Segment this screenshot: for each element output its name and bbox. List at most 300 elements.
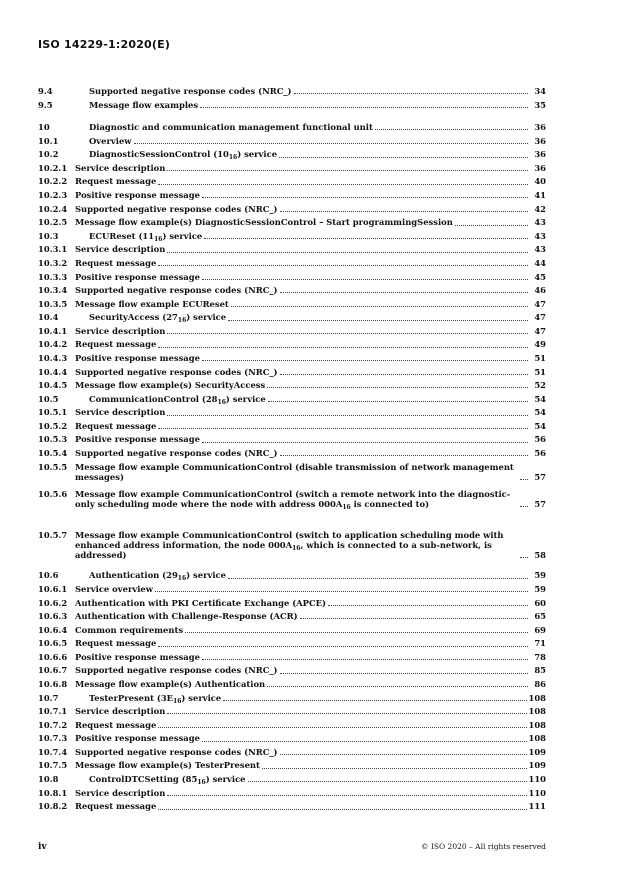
toc-entry[interactable] <box>38 379 546 393</box>
toc-entry-number: 10.4.2 <box>38 339 68 350</box>
toc-entry-subscript: 16 <box>173 697 182 703</box>
toc-entry-page: 43 <box>534 230 546 241</box>
toc-entry-title <box>75 421 157 431</box>
toc-entry-title-text: Authentication with PKI Certificate Exchange (APCE) <box>75 597 326 608</box>
toc-entry-subscript: 16 <box>177 317 187 323</box>
toc-entry[interactable] <box>38 732 546 746</box>
toc-entry-number: 10.5.5 <box>38 461 68 472</box>
toc-entry-title-text: Positive response message <box>75 271 200 282</box>
toc-entry-title <box>75 285 279 295</box>
toc-entry-number: 10.6.6 <box>38 651 68 662</box>
toc-entry-title <box>75 720 157 730</box>
toc-entry-title-text: is connected to) <box>350 499 430 510</box>
toc-dot-leader <box>228 578 528 579</box>
toc-entry-title-text: Message flow example(s) Authentication <box>75 679 266 690</box>
toc-entry-page: 36 <box>534 122 546 133</box>
toc-entry-title-text: Positive response message <box>75 733 200 744</box>
toc-entry-title <box>75 86 293 96</box>
toc-entry-page: 54 <box>534 393 546 404</box>
toc-entry-title-text: Message flow examples <box>89 99 199 110</box>
toc-entry[interactable] <box>38 135 546 149</box>
toc-entry-title <box>75 231 203 241</box>
toc-dot-leader <box>158 809 526 810</box>
toc-dot-leader <box>158 184 528 185</box>
toc-entry[interactable] <box>38 243 546 257</box>
toc-entry[interactable] <box>38 651 546 665</box>
toc-entry-title <box>75 258 157 268</box>
toc-entry-title-text: Supported negative response codes (NRC_) <box>89 86 292 96</box>
toc-dot-leader <box>167 415 528 416</box>
toc-entry-page: 108 <box>528 692 546 703</box>
toc-entry-page: 110 <box>528 774 546 785</box>
toc-entry-number: 10.2.1 <box>38 162 68 173</box>
toc-entry-title <box>75 693 222 703</box>
toc-entry-subscript: 16 <box>342 504 351 512</box>
toc-entry[interactable] <box>38 610 546 624</box>
toc-entry[interactable] <box>38 338 546 352</box>
toc-entry[interactable] <box>38 189 546 203</box>
toc-entry-page: 43 <box>534 244 546 255</box>
toc-entry-title-text: Service description <box>75 244 166 255</box>
toc-entry-title-text: , which is connected to a sub-network, is addressed) <box>75 539 492 561</box>
toc-entry-page: 44 <box>534 257 546 268</box>
toc-dot-leader <box>520 479 528 480</box>
toc-dot-leader <box>167 170 528 171</box>
toc-entry-number: 10.4.5 <box>38 380 68 391</box>
toc-entry-title <box>75 367 279 377</box>
toc-entry-title <box>75 665 279 675</box>
toc-entry-number: 10.6.3 <box>38 611 68 622</box>
toc-dot-leader <box>294 93 528 94</box>
toc-entry-page: 47 <box>534 312 546 323</box>
toc-entry[interactable] <box>38 705 546 719</box>
toc-entry-title-text: Service description <box>75 407 166 418</box>
toc-entry-page: 56 <box>534 434 546 445</box>
toc-dot-leader <box>300 618 528 619</box>
toc-entry[interactable] <box>38 787 546 801</box>
toc-entry[interactable] <box>38 461 546 488</box>
toc-entry[interactable] <box>38 406 546 420</box>
toc-dot-leader <box>267 686 528 687</box>
toc-entry-title <box>75 706 166 716</box>
toc-entry-title-text: Request message <box>75 801 157 812</box>
toc-entry-number: 10.4.4 <box>38 366 68 377</box>
toc-entry-title-text: Message flow example CommunicationControl (disable transmission of network management messages) <box>75 461 514 482</box>
toc-entry-title-text: Overview <box>89 135 132 146</box>
toc-entry-number: 10.6.1 <box>38 583 68 594</box>
toc-entry-number: 10.7.1 <box>38 706 68 717</box>
toc-entry-page: 86 <box>534 679 546 690</box>
toc-entry[interactable] <box>38 692 546 706</box>
toc-entry-title <box>75 760 261 770</box>
toc-entry-title-text: Supported negative response codes (NRC_) <box>75 448 278 459</box>
toc-entry-title <box>75 136 133 146</box>
toc-entry-title <box>75 733 201 743</box>
toc-dot-leader <box>167 333 528 334</box>
toc-entry-number: 10.6 <box>38 570 59 581</box>
toc-entry-number: 10.2.5 <box>38 217 68 228</box>
toc-entry-title <box>75 326 166 336</box>
toc-entry-page: 110 <box>528 787 546 798</box>
toc-entry-title-text: Request message <box>75 719 157 730</box>
toc-dot-leader <box>158 428 528 429</box>
toc-entry-page: 78 <box>534 651 546 662</box>
toc-entry[interactable] <box>38 148 546 162</box>
toc-entry[interactable] <box>38 678 546 692</box>
toc-entry-title <box>75 272 201 282</box>
toc-entry-title <box>75 747 279 757</box>
toc-entry-title <box>75 584 154 594</box>
toc-entry-page: 56 <box>534 448 546 459</box>
toc-entry-title <box>75 312 227 322</box>
toc-entry-number: 9.4 <box>38 86 53 96</box>
toc-entry-title <box>75 462 519 483</box>
toc-entry-title-text: Supported negative response codes (NRC_) <box>75 746 278 757</box>
toc-entry-title-text: Request message <box>75 420 157 431</box>
toc-entry-number: 10.7.2 <box>38 719 68 730</box>
toc-entry-page: 36 <box>534 149 546 160</box>
toc-entry-page: 43 <box>534 217 546 228</box>
toc-entry-title-text: Authentication (29 <box>89 570 178 581</box>
toc-entry-page: 108 <box>528 719 546 730</box>
toc-entry-title-text: ) service <box>205 774 246 785</box>
toc-entry-number: 10.7.5 <box>38 760 68 771</box>
toc-entry[interactable] <box>38 719 546 733</box>
toc-entry-title <box>75 801 157 811</box>
toc-entry-title-text: Message flow example(s) SecurityAccess <box>75 380 266 391</box>
toc-entry-page: 57 <box>534 471 546 482</box>
toc-entry-page: 109 <box>528 746 546 757</box>
copyright-notice: © ISO 2020 – All rights reserved <box>421 842 546 851</box>
toc-entry[interactable] <box>38 664 546 678</box>
toc-entry-title-text: ) service <box>186 570 226 581</box>
toc-dot-leader <box>202 442 528 443</box>
toc-entry-title <box>75 204 279 214</box>
toc-entry-number: 10.6.5 <box>38 638 68 649</box>
toc-entry-number: 10.4.3 <box>38 352 68 363</box>
toc-entry-page: 54 <box>534 407 546 418</box>
toc-entry-title <box>75 217 454 227</box>
toc-entry-title-text: ) service <box>237 149 278 160</box>
toc-entry[interactable] <box>38 216 546 230</box>
toc-entry-number: 10.3.4 <box>38 285 68 296</box>
toc-dot-leader <box>280 374 528 375</box>
toc-entry-number: 10.8 <box>38 774 59 785</box>
toc-entry-title-text: Supported negative response codes (NRC_) <box>75 366 278 377</box>
toc-entry-subscript: 16 <box>177 575 187 581</box>
toc-dot-leader <box>202 279 528 280</box>
toc-entry-page: 108 <box>528 706 546 717</box>
toc-dot-leader <box>202 197 528 198</box>
toc-entry[interactable] <box>38 352 546 366</box>
toc-dot-leader <box>223 700 526 701</box>
toc-entry-page: 47 <box>534 298 546 309</box>
toc-entry[interactable] <box>38 773 546 787</box>
table-of-contents <box>38 85 546 814</box>
toc-entry-title <box>75 652 201 662</box>
toc-entry-number: 10.2.4 <box>38 203 68 214</box>
toc-entry-page: 51 <box>534 352 546 363</box>
toc-entry-number: 10.6.7 <box>38 665 68 676</box>
toc-dot-leader <box>204 238 528 239</box>
toc-dot-leader <box>280 292 528 293</box>
toc-entry[interactable] <box>38 325 546 339</box>
toc-entry[interactable] <box>38 175 546 189</box>
toc-dot-leader <box>158 347 528 348</box>
toc-entry-title-text: SecurityAccess (27 <box>89 312 178 323</box>
toc-entry[interactable] <box>38 284 546 298</box>
toc-entry-page: 69 <box>534 624 546 635</box>
toc-entry-page: 45 <box>534 271 546 282</box>
toc-dot-leader <box>167 252 528 253</box>
toc-dot-leader <box>202 741 527 742</box>
toc-entry-title <box>75 163 166 173</box>
toc-entry-number: 10.5.1 <box>38 407 68 418</box>
page-number: iv <box>38 842 47 852</box>
toc-entry-title-text: Request message <box>75 257 157 268</box>
toc-entry-page: 36 <box>534 135 546 146</box>
toc-entry[interactable] <box>38 597 546 611</box>
toc-entry-title-text: CommunicationControl (28 <box>89 393 218 404</box>
toc-entry-title-text: Service description <box>75 325 166 336</box>
toc-entry-number: 10.6.2 <box>38 597 68 608</box>
toc-entry[interactable] <box>38 393 546 407</box>
toc-entry[interactable] <box>38 529 546 570</box>
toc-entry-subscript: 16 <box>197 779 206 785</box>
toc-entry-title <box>75 434 201 444</box>
toc-entry-title-text: Common requirements <box>75 624 184 635</box>
toc-entry-title-text: Request message <box>75 638 157 649</box>
toc-entry-number: 10.8.1 <box>38 787 68 798</box>
toc-entry-page: 46 <box>534 285 546 296</box>
toc-entry-title <box>75 353 201 363</box>
toc-entry-title <box>75 190 201 200</box>
toc-entry-title-text: DiagnosticSessionControl (10 <box>89 149 229 160</box>
toc-entry[interactable] <box>38 433 546 447</box>
toc-entry-number: 10.5.4 <box>38 448 68 459</box>
toc-dot-leader <box>200 107 528 108</box>
toc-entry-title-text: Message flow example ECUReset <box>75 298 229 309</box>
toc-entry-number: 10.2.3 <box>38 190 68 201</box>
toc-entry[interactable] <box>38 85 546 99</box>
toc-dot-leader <box>268 401 528 402</box>
toc-entry-title-text: Service overview <box>75 583 153 594</box>
toc-entry-title-text: Message flow example CommunicationControl (switch to application scheduling mode with enhanced address information, the node 000A <box>75 529 504 550</box>
toc-entry-title-text: Message flow example(s) DiagnosticSessionControl – Start programmingSession <box>75 217 453 228</box>
toc-entry[interactable] <box>38 420 546 434</box>
toc-entry-title-text: ) service <box>225 393 266 404</box>
toc-entry-number: 10.7.4 <box>38 746 68 757</box>
toc-dot-leader <box>262 768 527 769</box>
toc-dot-leader <box>158 727 526 728</box>
toc-entry-number: 10.3.1 <box>38 244 68 255</box>
toc-entry-title <box>75 394 267 404</box>
toc-entry-page: 85 <box>534 665 546 676</box>
toc-dot-leader <box>328 605 528 606</box>
toc-entry-title-text: Positive response message <box>75 352 200 363</box>
toc-entry-title-text: Positive response message <box>75 434 200 445</box>
toc-entry-title-text: Positive response message <box>75 651 200 662</box>
toc-entry[interactable] <box>38 583 546 597</box>
toc-entry-page: 51 <box>534 366 546 377</box>
toc-entry-page: 49 <box>534 339 546 350</box>
toc-dot-leader <box>158 646 528 647</box>
toc-dot-leader <box>158 265 528 266</box>
toc-entry[interactable] <box>38 447 546 461</box>
toc-entry-title-text: Authentication with Challenge-Response (ACR) <box>75 611 298 622</box>
toc-entry-number: 9.5 <box>38 99 53 110</box>
toc-dot-leader <box>134 143 529 144</box>
toc-entry-number: 10.6.4 <box>38 624 68 635</box>
toc-entry-title <box>75 625 184 635</box>
toc-dot-leader <box>155 591 528 592</box>
toc-entry[interactable] <box>38 311 546 325</box>
toc-entry-number: 10.5.2 <box>38 420 68 431</box>
toc-entry-number: 10.3.2 <box>38 257 68 268</box>
toc-entry-number: 10.2.2 <box>38 176 68 187</box>
toc-entry-title-text: Supported negative response codes (NRC_) <box>75 285 278 296</box>
toc-entry-title <box>75 611 299 621</box>
toc-entry-title <box>75 244 166 254</box>
toc-entry[interactable] <box>38 257 546 271</box>
toc-entry-title-text: Supported negative response codes (NRC_) <box>75 203 278 214</box>
toc-entry-title <box>75 149 278 159</box>
toc-entry-title <box>75 100 199 110</box>
toc-entry-title-text: ) service <box>162 230 203 241</box>
toc-entry-title <box>75 339 157 349</box>
toc-entry[interactable] <box>38 162 546 176</box>
toc-entry-page: 52 <box>534 380 546 391</box>
toc-entry-subscript: 16 <box>217 398 226 405</box>
toc-entry-title-text: Service description <box>75 706 166 717</box>
toc-dot-leader <box>202 360 528 361</box>
toc-dot-leader <box>167 713 526 714</box>
toc-entry-title <box>75 122 374 132</box>
toc-entry-page: 59 <box>534 570 546 581</box>
toc-entry-title <box>75 489 519 510</box>
toc-entry-page: 35 <box>534 99 546 110</box>
toc-entry-title <box>75 448 279 458</box>
toc-dot-leader <box>185 632 528 633</box>
toc-entry-subscript: 16 <box>292 544 301 552</box>
toc-dot-leader <box>455 225 528 226</box>
toc-entry-title-text: ECUReset (11 <box>89 230 155 241</box>
toc-entry-number: 10.3 <box>38 230 59 241</box>
toc-entry-title <box>75 679 266 689</box>
toc-dot-leader <box>231 306 528 307</box>
toc-entry-page: 40 <box>534 176 546 187</box>
toc-dot-leader <box>228 320 528 321</box>
toc-entry-page: 47 <box>534 325 546 336</box>
toc-entry-subscript: 16 <box>228 154 238 160</box>
toc-entry-number: 10.4 <box>38 312 59 323</box>
toc-entry-number: 10 <box>38 122 50 133</box>
toc-entry-number: 10.4.1 <box>38 325 68 336</box>
toc-entry-number: 10.5 <box>38 393 59 404</box>
toc-entry[interactable] <box>38 230 546 244</box>
toc-entry-title <box>75 788 166 798</box>
toc-dot-leader <box>280 211 528 212</box>
toc-entry-page: 54 <box>534 420 546 431</box>
toc-entry-title-text: Service description <box>75 162 166 173</box>
toc-entry-title-text: ControlDTCSetting (85 <box>89 774 198 785</box>
toc-dot-leader <box>520 506 528 507</box>
toc-entry[interactable] <box>38 759 546 773</box>
toc-entry[interactable] <box>38 271 546 285</box>
toc-entry[interactable] <box>38 624 546 638</box>
toc-entry-page: 42 <box>534 203 546 214</box>
toc-entry[interactable] <box>38 203 546 217</box>
toc-entry-title-text: TesterPresent (3E <box>89 692 174 703</box>
toc-entry-page: 108 <box>528 733 546 744</box>
toc-entry-page: 36 <box>534 162 546 173</box>
toc-entry-title <box>75 176 157 186</box>
toc-dot-leader <box>280 754 527 755</box>
toc-entry-title <box>75 530 519 561</box>
toc-entry-title-text: Positive response message <box>75 190 200 201</box>
toc-entry-title <box>75 638 157 648</box>
toc-entry[interactable] <box>38 366 546 380</box>
toc-entry-title-text: Supported negative response codes (NRC_) <box>75 665 278 676</box>
toc-entry-page: 65 <box>534 611 546 622</box>
toc-entry[interactable] <box>38 99 546 113</box>
toc-entry[interactable] <box>38 569 546 583</box>
toc-entry[interactable] <box>38 488 546 529</box>
toc-entry-page: 58 <box>534 550 546 561</box>
toc-dot-leader <box>267 387 528 388</box>
toc-dot-leader <box>167 795 526 796</box>
toc-entry-number: 10.2 <box>38 149 59 160</box>
toc-entry-title-text: Request message <box>75 339 157 350</box>
toc-entry-number: 10.7.3 <box>38 733 68 744</box>
toc-entry-number: 10.3.5 <box>38 298 68 309</box>
toc-entry-subscript: 16 <box>154 235 163 242</box>
toc-entry-number: 10.5.7 <box>38 529 68 540</box>
page-footer <box>38 842 546 852</box>
toc-entry-page: 111 <box>528 801 546 812</box>
toc-dot-leader <box>280 673 528 674</box>
toc-entry-number: 10.1 <box>38 135 59 146</box>
toc-entry-title <box>75 299 230 309</box>
toc-entry-page: 71 <box>534 638 546 649</box>
toc-entry-title <box>75 774 247 784</box>
toc-entry-title-text: ) service <box>186 312 227 323</box>
toc-entry-title-text: ) service <box>181 692 222 703</box>
toc-entry-number: 10.5.6 <box>38 488 68 499</box>
toc-entry-page: 59 <box>534 583 546 594</box>
toc-entry-title-text: Message flow example CommunicationControl (switch a remote network into the diagnostic-only scheduling mode where the node with address 000A <box>75 488 511 510</box>
toc-dot-leader <box>279 157 528 158</box>
toc-entry-title-text: Diagnostic and communication management functional unit <box>89 122 373 133</box>
toc-entry-number: 10.3.3 <box>38 271 68 282</box>
toc-entry-number: 10.8.2 <box>38 801 68 812</box>
toc-entry-page: 109 <box>528 760 546 771</box>
toc-entry[interactable] <box>38 298 546 312</box>
toc-entry-page: 41 <box>534 190 546 201</box>
toc-dot-leader <box>520 557 528 558</box>
toc-entry-title <box>75 380 266 390</box>
toc-entry-title-text: Request message <box>75 176 157 187</box>
toc-entry-number: 10.7 <box>38 692 59 703</box>
toc-entry[interactable] <box>38 121 546 135</box>
toc-entry-number: 10.6.8 <box>38 679 68 690</box>
toc-entry-page: 34 <box>534 86 546 96</box>
toc-entry[interactable] <box>38 746 546 760</box>
toc-entry-title-text: Message flow example(s) TesterPresent <box>75 760 260 771</box>
toc-entry[interactable] <box>38 637 546 651</box>
toc-entry[interactable] <box>38 800 546 814</box>
toc-entry-number: 10.5.3 <box>38 434 68 445</box>
